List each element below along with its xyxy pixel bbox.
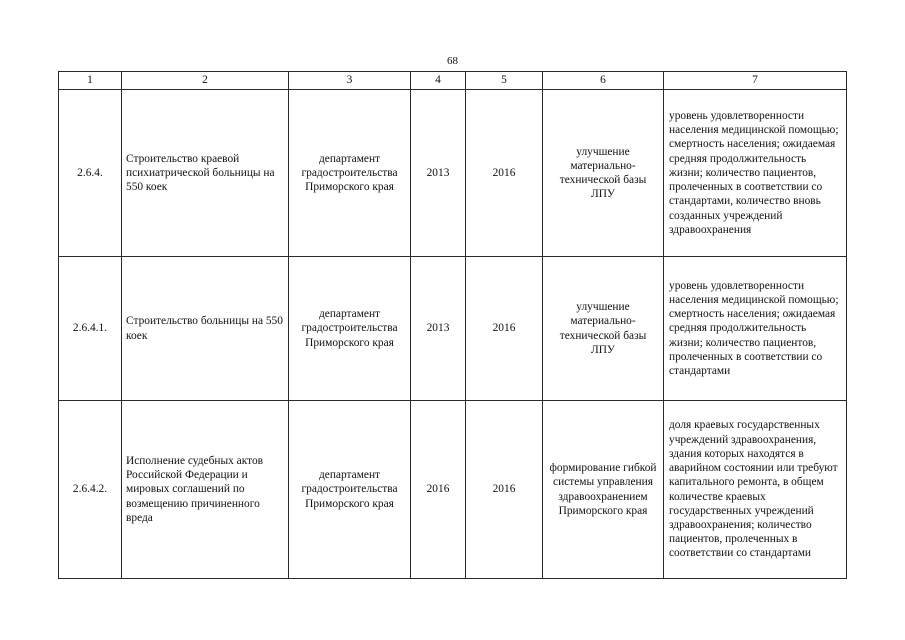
page-number: 68: [447, 55, 458, 67]
column-header-1: 1: [59, 72, 122, 90]
column-header-4: 4: [411, 72, 466, 90]
end-year: 2016: [466, 90, 543, 257]
start-year: 2016: [411, 401, 466, 579]
table-row: [59, 90, 847, 257]
expected-result: улучшение материально-технической базы ЛПУ: [543, 257, 664, 401]
target-indicators: доля краевых государственных учреждений здравоохранения, здания которых находятся в аварийном состоянии или требуют капитального ремонта, в общем количестве краевых государственных учреждений здравоохранения; количество пациентов, пролеченных в соответствии со стандартами: [664, 401, 847, 579]
activity-name: Строительство краевой психиатрической больницы на 550 коек: [122, 90, 289, 257]
activity-code: 2.6.4.1.: [59, 257, 122, 401]
column-header-5: 5: [466, 72, 543, 90]
column-header-2: 2: [122, 72, 289, 90]
expected-result: формирование гибкой системы управления здравоохранением Приморского края: [543, 401, 664, 579]
expected-result: улучшение материально-технической базы ЛПУ: [543, 90, 664, 257]
end-year: 2016: [466, 401, 543, 579]
activity-name: Строительство больницы на 550 коек: [122, 257, 289, 401]
responsible-executor: департамент градостроительства Приморского края: [289, 401, 411, 579]
column-header-7: 7: [664, 72, 847, 90]
responsible-executor: департамент градостроительства Приморского края: [289, 257, 411, 401]
activity-name: Исполнение судебных актов Российской Федерации и мировых соглашений по возмещению причиненного вреда: [122, 401, 289, 579]
responsible-executor: департамент градостроительства Приморского края: [289, 90, 411, 257]
start-year: 2013: [411, 90, 466, 257]
target-indicators: уровень удовлетворенности населения медицинской помощью; смертность населения; ожидаемая средняя продолжительность жизни; количество пациентов, пролеченных в соответствии со стандартами: [664, 257, 847, 401]
table-row: [59, 401, 847, 579]
header-row: [59, 72, 847, 90]
activity-code: 2.6.4.2.: [59, 401, 122, 579]
table-row: [59, 257, 847, 401]
target-indicators: уровень удовлетворенности населения медицинской помощью; смертность населения; ожидаемая средняя продолжительность жизни; количество пациентов, пролеченных в соответствии со стандартами, количество вновь созданных учреждений здравоохранения: [664, 90, 847, 257]
activity-code: 2.6.4.: [59, 90, 122, 257]
start-year: 2013: [411, 257, 466, 401]
program-activities-table: [58, 71, 847, 579]
end-year: 2016: [466, 257, 543, 401]
column-header-6: 6: [543, 72, 664, 90]
column-header-3: 3: [289, 72, 411, 90]
